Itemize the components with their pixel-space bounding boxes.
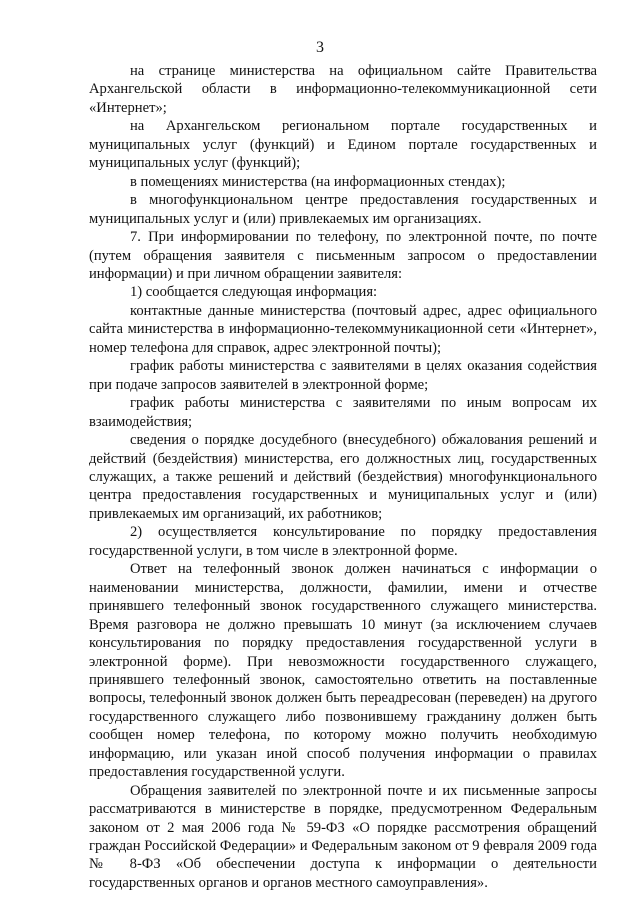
paragraph-portals: на Архангельском региональном портале государственных и муниципальных услуг (функций) и Едином портале государственных и муниципальных услуг (функций); xyxy=(89,118,597,172)
paragraph-contacts: контактные данные министерства (почтовый адрес, адрес официального сайта министерства в информационно-телекоммуникационной сети «Интернет», номер телефона для справок, адрес электронной почты); xyxy=(89,302,597,356)
paragraph-phone-answer: Ответ на телефонный звонок должен начинаться с информации о наименовании министерства, должности, фамилии, имени и отчестве принявшего телефонный звонок государственного служащего министерства. Время разговора не должно превышать 10 минут (за исключением случаев консультирования по порядку предоставления государственной услуги в электронной форме). При невозможности государственного служащего, принявшего телефонный звонок, самостоятельно ответить на поставленные вопросы, телефонный звонок должен быть переадресован (переведен) на другого государственного служащего либо позвонившему гражданину должен быть сообщен номер телефона, по которому можно получить необходимую информацию, или указан иной способ получения информации о правилах предоставления государственной услуги. xyxy=(89,561,597,781)
paragraph-stands: в помещениях министерства (на информационных стендах); xyxy=(130,173,506,190)
paragraph-schedule-other: график работы министерства с заявителями по иным вопросам их взаимодействия; xyxy=(89,395,597,430)
paragraph-schedule-electronic: график работы министерства с заявителями в целях оказания содействия при подаче запросов заявителей в электронной форме; xyxy=(89,358,597,393)
paragraph-mfc: в многофункциональном центре предоставления государственных и муниципальных услуг и (или) привлекаемых им организациях. xyxy=(89,192,597,227)
paragraph-website: на странице министерства на официальном сайте Правительства Архангельской области в информационно-телекоммуникационной сети «Интернет»; xyxy=(89,63,597,116)
document-body xyxy=(89,62,597,892)
paragraph-email-requests: Обращения заявителей по электронной почте и их письменные запросы рассматриваются в министерстве в порядке, предусмотренном Федеральным законом от 2 мая 2006 года № 59-ФЗ «О порядке рассмотрения обращений граждан Российской Федерации» и Федеральным законом от 9 февраля 2009 года № 8-ФЗ «Об обеспечении доступа к информации о деятельности государственных органов и органов местного самоуправления». xyxy=(89,782,597,891)
page-number: 3 xyxy=(316,39,324,56)
paragraph-appeal-procedure: сведения о порядке досудебного (внесудебного) обжалования решений и действий (бездействия) министерства, его должностных лиц, государственных служащих, а также решений и действий (бездействия) многофункционального центра предоставления государственных и муниципальных услуг и (или) привлекаемых им организаций, их работников; xyxy=(89,432,597,522)
paragraph-item-7: 7. При информировании по телефону, по электронной почте, по почте (путем обращения заявителя с письменным запросом о предоставлении информации) и при личном обращении заявителя: xyxy=(89,229,597,282)
paragraph-subitem-2: 2) осуществляется консультирование по порядку предоставления государственной услуги, в том числе в электронной форме. xyxy=(89,524,597,559)
paragraph-subitem-1: 1) сообщается следующая информация: xyxy=(130,284,378,301)
